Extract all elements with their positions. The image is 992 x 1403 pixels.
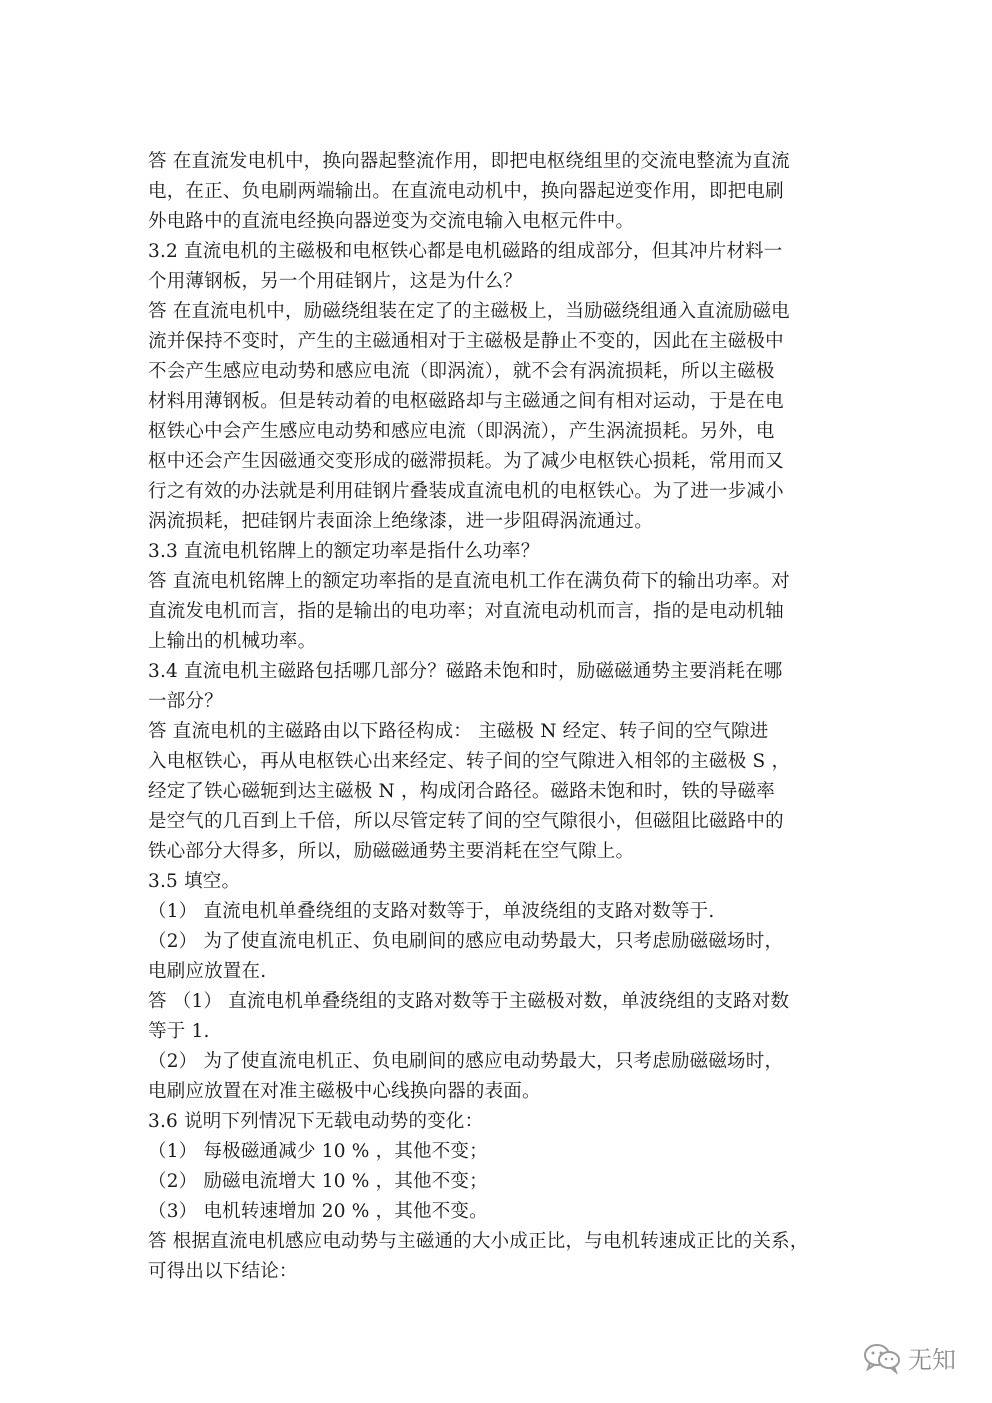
wechat-icon <box>862 1342 902 1374</box>
question-heading: 3.3 直流电机铭牌上的额定功率是指什么功率？ <box>148 541 540 562</box>
watermark <box>862 1340 956 1375</box>
watermark-text: 无知 <box>908 1346 956 1374</box>
text-line: 电刷应放置在对准主磁极中心线换向器的表面。 <box>148 1081 541 1102</box>
text-line: 不会产生感应电动势和感应电流（即涡流），就不会有涡流损耗，所以主磁极 <box>148 361 775 382</box>
list-item: （2） 励磁电流增大 10 % ，其他不变； <box>148 1171 488 1192</box>
answer-line: 答 在直流电机中，励磁绕组装在定了的主磁极上，当励磁绕组通入直流励磁电 <box>148 301 790 322</box>
list-item: （1） 每极磁通减少 10 % ，其他不变； <box>148 1141 488 1162</box>
text-line: 个用薄钢板，另一个用硅钢片，这是为什么？ <box>148 271 523 292</box>
list-item: （1） 直流电机单叠绕组的支路对数等于，单波绕组的支路对数等于. <box>148 901 715 922</box>
text-line: 可得出以下结论： <box>148 1261 298 1282</box>
text-line: 电刷应放置在. <box>148 961 267 982</box>
text-line: 上输出的机械功率。 <box>148 631 317 652</box>
answer-line: 答 （1） 直流电机单叠绕组的支路对数等于主磁极对数，单波绕组的支路对数 <box>148 991 790 1012</box>
text-line: 电，在正、负电刷两端输出。在直流电动机中，换向器起逆变作用，即把电刷 <box>148 181 784 202</box>
list-item: （2） 为了使直流电机正、负电刷间的感应电动势最大，只考虑励磁磁场时， <box>148 931 784 952</box>
answer-line: 答 直流电机铭牌上的额定功率指的是直流电机工作在满负荷下的输出功率。对 <box>148 571 790 592</box>
text-line: 直流发电机而言，指的是输出的电功率；对直流电动机而言，指的是电动机轴 <box>148 601 784 622</box>
answer-line: 答 根据直流电机感应电动势与主磁通的大小成正比，与电机转速成正比的关系， <box>148 1231 809 1252</box>
text-line: 枢铁心中会产生感应电动势和感应电流（即涡流），产生涡流损耗。另外，电 <box>148 421 775 442</box>
list-item: （3） 电机转速增加 20 % ，其他不变。 <box>148 1201 488 1222</box>
answer-line: 答 直流电机的主磁路由以下路径构成： 主磁极 N 经定、转子间的空气隙进 <box>148 721 769 742</box>
text-line: 流并保持不变时，产生的主磁通相对于主磁极是静止不变的，因此在主磁极中 <box>148 331 784 352</box>
text-line: 经定了铁心磁轭到达主磁极 N ，构成闭合路径。磁路未饱和时，铁的导磁率 <box>148 781 775 802</box>
question-heading: 3.5 填空。 <box>148 871 241 892</box>
text-line: 材料用薄钢板。但是转动着的电枢磁路却与主磁通之间有相对运动，于是在电 <box>148 391 784 412</box>
text-line: 铁心部分大得多，所以，励磁磁通势主要消耗在空气隙上。 <box>148 841 635 862</box>
text-line: 一部分？ <box>148 691 223 712</box>
text-line: 入电枢铁心，再从电枢铁心出来经定、转子间的空气隙进入相邻的主磁极 S ， <box>148 751 791 772</box>
text-line: 是空气的几百到上千倍，所以尽管定转了间的空气隙很小，但磁阻比磁路中的 <box>148 811 784 832</box>
text-line: 外电路中的直流电经换向器逆变为交流电输入电枢元件中。 <box>148 211 635 232</box>
question-heading: 3.4 直流电机主磁路包括哪几部分？磁路未饱和时，励磁磁通势主要消耗在哪 <box>148 661 783 682</box>
text-line: 答 在直流发电机中，换向器起整流作用，即把电枢绕组里的交流电整流为直流 <box>148 151 790 172</box>
text-line: 行之有效的办法就是利用硅钢片叠装成直流电机的电枢铁心。为了进一步减小 <box>148 481 784 502</box>
text-line: 等于 1. <box>148 1021 210 1042</box>
text-line: 枢中还会产生因磁通交变形成的磁滞损耗。为了减少电枢铁心损耗，常用而又 <box>148 451 784 472</box>
question-heading: 3.2 直流电机的主磁极和电枢铁心都是电机磁路的组成部分，但其冲片材料一 <box>148 241 783 262</box>
text-line: 涡流损耗，把硅钢片表面涂上绝缘漆，进一步阻碍涡流通过。 <box>148 511 653 532</box>
question-heading: 3.6 说明下列情况下无载电动势的变化： <box>148 1111 484 1132</box>
list-item: （2） 为了使直流电机正、负电刷间的感应电动势最大，只考虑励磁磁场时， <box>148 1051 784 1072</box>
